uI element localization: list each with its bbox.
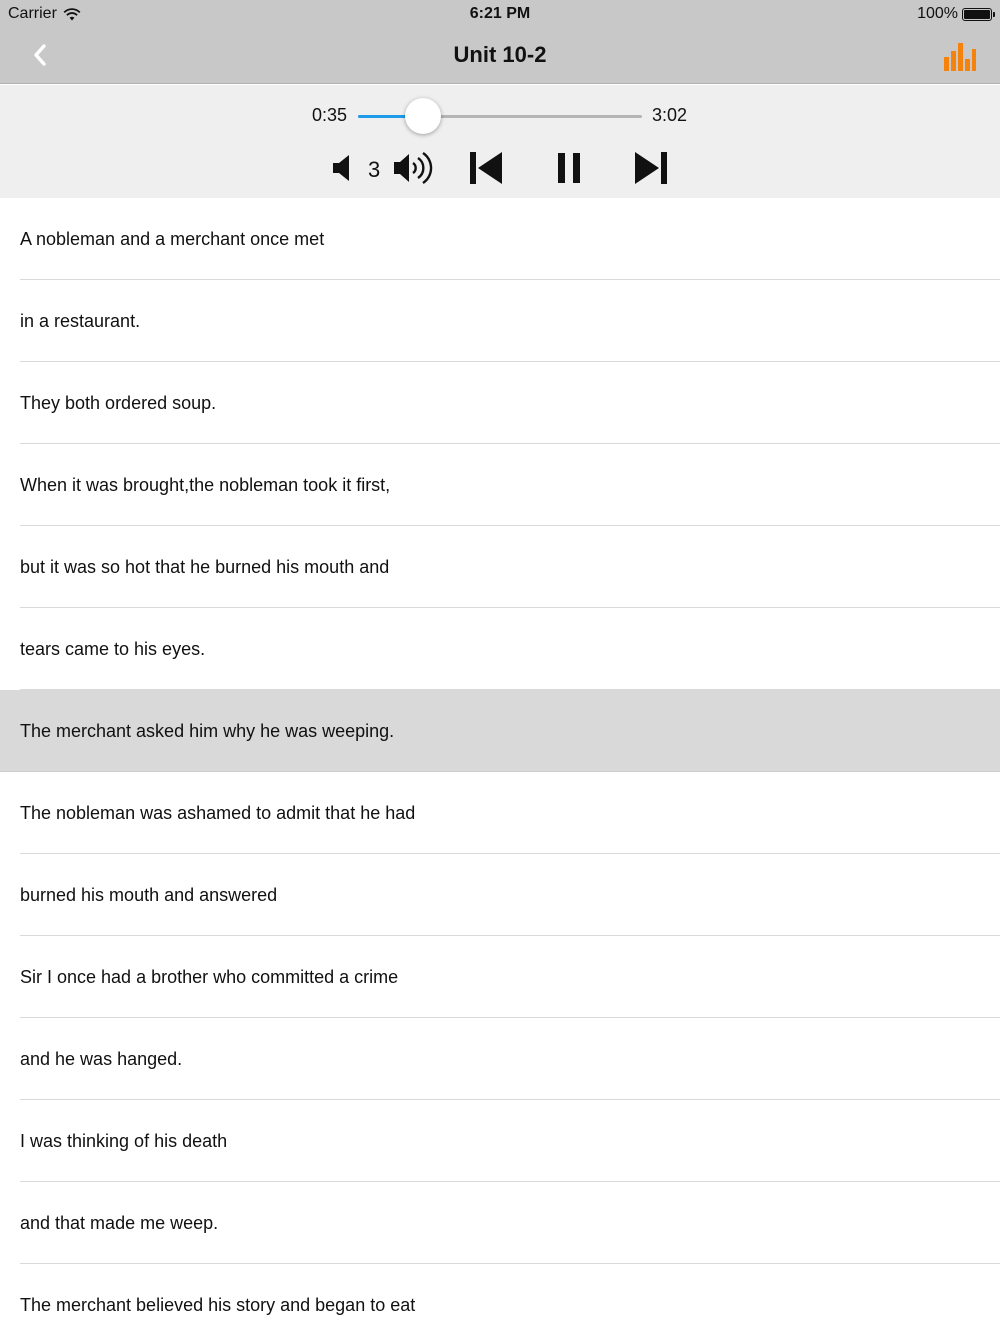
sentence-text: The nobleman was ashamed to admit that he had [20, 802, 416, 823]
header [0, 0, 1000, 84]
seek-slider[interactable] [358, 115, 642, 119]
sentence-text: A nobleman and a merchant once met [20, 228, 325, 249]
status-bar [0, 0, 1000, 28]
sentence-row[interactable] [0, 1182, 1000, 1264]
sentence-row[interactable] [0, 526, 1000, 608]
speed-value: 3 [368, 157, 381, 182]
sentence-text: I was thinking of his death [20, 1130, 228, 1151]
total-time: 3:02 [652, 105, 688, 125]
sentence-text: burned his mouth and answered [20, 884, 278, 905]
previous-track-icon[interactable] [468, 150, 504, 186]
sentence-text: They both ordered soup. [20, 392, 217, 413]
sentence-row[interactable] [0, 854, 1000, 936]
sentence-text: and that made me weep. [20, 1212, 219, 1233]
next-track-icon[interactable] [633, 150, 669, 186]
sentence-row[interactable] [0, 444, 1000, 526]
volume-down-icon[interactable] [330, 151, 356, 185]
sentence-text: but it was so hot that he burned his mouth and [20, 556, 390, 577]
sentence-row[interactable] [0, 1100, 1000, 1182]
audio-player [0, 85, 1000, 198]
navigation-bar [0, 28, 1000, 84]
sentence-text: The merchant believed his story and began to eat [20, 1294, 416, 1315]
sentence-row[interactable] [0, 198, 1000, 280]
clock: 6:21 PM [469, 5, 531, 22]
sentence-row[interactable] [0, 608, 1000, 690]
sentence-row[interactable] [0, 1018, 1000, 1100]
sentence-text: The merchant asked him why he was weeping. [20, 720, 395, 741]
sentence-row[interactable] [0, 1264, 1000, 1334]
pause-icon[interactable] [556, 150, 582, 186]
sentence-text: Sir I once had a brother who committed a crime [20, 966, 399, 987]
bar-chart-icon[interactable] [942, 40, 976, 74]
battery-icon [962, 8, 992, 21]
playback-controls [0, 147, 1000, 191]
sentence-text: When it was brought,the nobleman took it first, [20, 474, 391, 495]
battery-indicator [917, 5, 992, 23]
current-time: 0:35 [312, 105, 348, 125]
sentence-row[interactable] [0, 772, 1000, 854]
carrier-label: Carrier [8, 5, 57, 22]
sentence-text: in a restaurant. [20, 310, 141, 331]
battery-percent: 100% [917, 5, 958, 22]
sentence-row[interactable] [0, 936, 1000, 1018]
sentence-row-active[interactable] [0, 690, 1000, 772]
seek-thumb[interactable] [405, 98, 441, 134]
sentence-list [0, 198, 1000, 1334]
sentence-row[interactable] [0, 280, 1000, 362]
page-title: Unit 10-2 [453, 42, 547, 67]
sentence-text: tears came to his eyes. [20, 638, 206, 659]
sentence-text: and he was hanged. [20, 1048, 183, 1069]
volume-up-icon[interactable] [392, 149, 434, 187]
sentence-row[interactable] [0, 362, 1000, 444]
